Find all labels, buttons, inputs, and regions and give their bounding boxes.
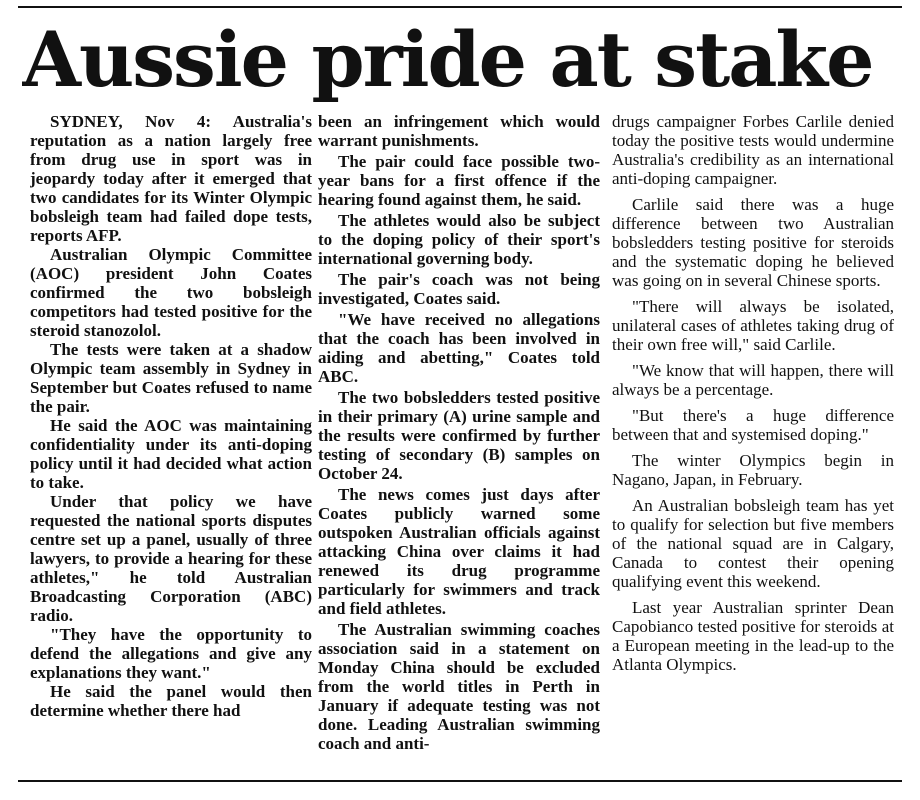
paragraph: drugs campaigner Forbes Carlile denied today the positive tests would undermine Australia's credibility as an international anti-doping campaigner. [612, 112, 894, 188]
article-body [0, 112, 920, 772]
paragraph: "They have the opportunity to defend the allegations and give any explanations they want." [30, 625, 312, 682]
lead-text: Australia's reputation as a nation largely free from drug use in sport was in jeopardy today after it emerged that two candidates for its Winter Olympic bobsleigh team had failed dope tests, reports AFP. [30, 112, 312, 245]
paragraph: Australian Olympic Committee (AOC) president John Coates confirmed the two bobsleigh competitors had tested positive for the steroid stanozolol. [30, 245, 312, 340]
paragraph: The tests were taken at a shadow Olympic team assembly in Sydney in September but Coates refused to name the pair. [30, 340, 312, 416]
paragraph: The news comes just days after Coates publicly warned some outspoken Australian officials against attacking China over claims it had renewed its drug programme particularly for swimmers and track and field athletes. [318, 485, 600, 618]
paragraph: "There will always be isolated, unilateral cases of athletes taking drug of their own free will," said Carlile. [612, 297, 894, 354]
column-b [318, 112, 600, 772]
paragraph: Carlile said there was a huge difference between two Australian bobsledders testing positive for steroids and the systematic doping he believed was going on in several Chinese sports. [612, 195, 894, 290]
paragraph: An Australian bobsleigh team has yet to qualify for selection but five members of the national squad are in Calgary, Canada to contest their opening qualifying event this weekend. [612, 496, 894, 591]
paragraph [30, 112, 312, 245]
paragraph: The pair could face possible two-year bans for a first offence if the hearing found against them, he said. [318, 152, 600, 209]
paragraph: The pair's coach was not being investigated, Coates said. [318, 270, 600, 308]
column-a [30, 112, 312, 772]
paragraph: The two bobsledders tested positive in their primary (A) urine sample and the results were confirmed by further testing of secondary (B) samples on October 24. [318, 388, 600, 483]
bottom-rule [18, 780, 902, 782]
top-rule [18, 6, 902, 8]
dateline: SYDNEY, Nov 4: [50, 112, 212, 131]
headline: Aussie pride at stake [22, 18, 873, 102]
paragraph: Under that policy we have requested the national sports disputes centre set up a panel, usually of three lawyers, to provide a hearing for these athletes," he told Australian Broadcasting Corporation (ABC) radio. [30, 492, 312, 625]
paragraph: The Australian swimming coaches association said in a statement on Monday China should be excluded from the world titles in Perth in January if adequate testing was not done. Leading Australian swimming coach and anti- [318, 620, 600, 753]
paragraph: been an infringement which would warrant punishments. [318, 112, 600, 150]
paragraph: Last year Australian sprinter Dean Capobianco tested positive for steroids at a European meeting in the lead-up to the Atlanta Olympics. [612, 598, 894, 674]
paragraph: He said the panel would then determine whether there had [30, 682, 312, 720]
column-c [612, 112, 894, 772]
paragraph: The winter Olympics begin in Nagano, Japan, in February. [612, 451, 894, 489]
paragraph: "But there's a huge difference between that and systemised doping." [612, 406, 894, 444]
paragraph: He said the AOC was maintaining confidentiality under its anti-doping policy until it had decided what action to take. [30, 416, 312, 492]
paragraph: "We know that will happen, there will always be a percentage. [612, 361, 894, 399]
paragraph: "We have received no allegations that the coach has been involved in aiding and abetting," Coates told ABC. [318, 310, 600, 386]
paragraph: The athletes would also be subject to the doping policy of their sport's international governing body. [318, 211, 600, 268]
